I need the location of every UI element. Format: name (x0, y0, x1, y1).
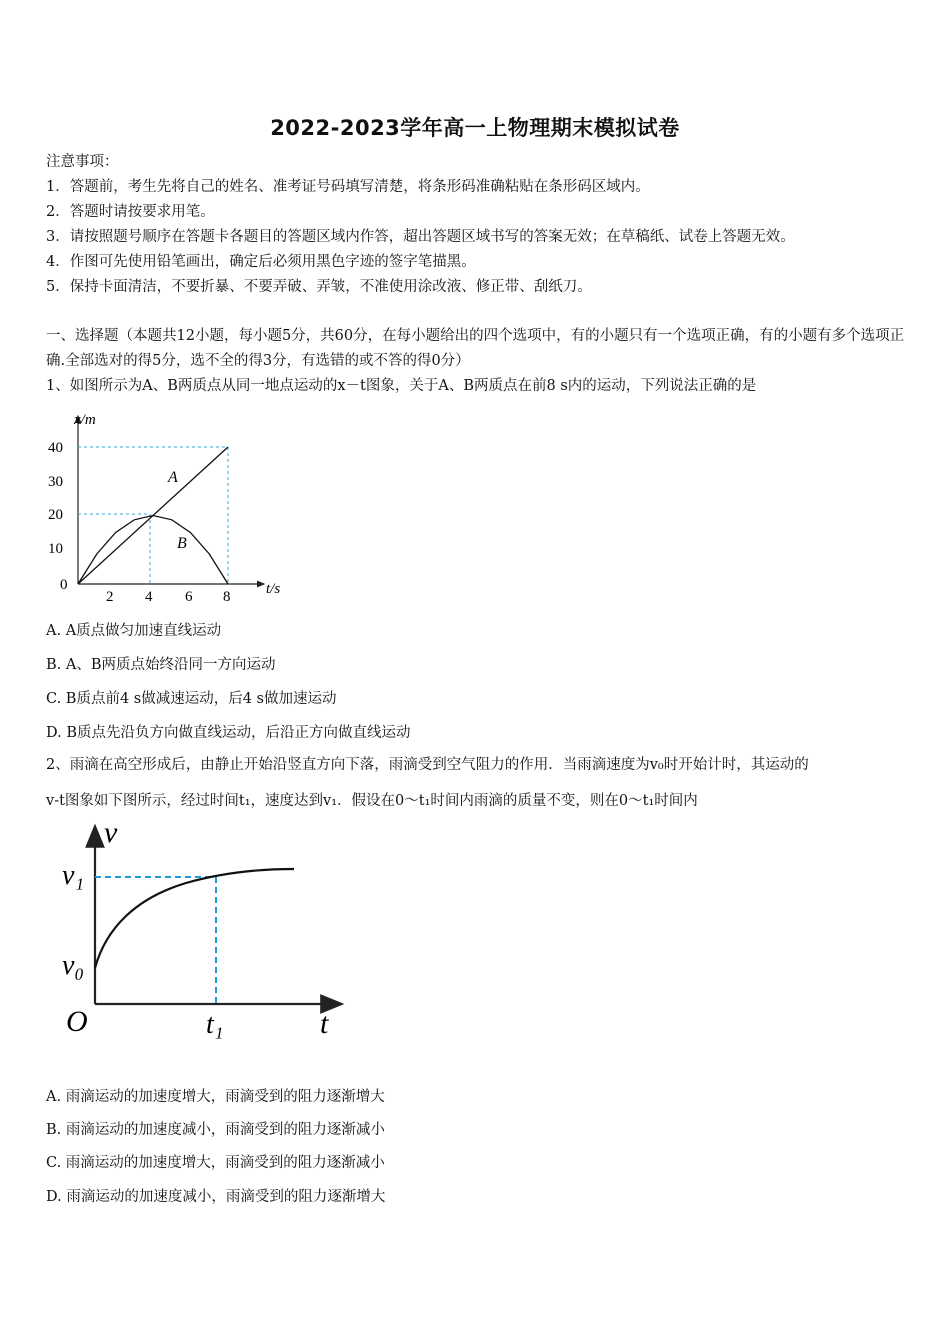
q2-x-axis-label: t (320, 1007, 329, 1040)
q2-v1-label: v₁ (62, 860, 85, 891)
q1-y-tick: 40 (48, 440, 63, 456)
q2-option-c[interactable]: C. 雨滴运动的加速度增大，雨滴受到的阻力逐渐减小 (46, 1155, 385, 1171)
q1-x-tick: 6 (185, 589, 193, 605)
notice-item: 3．请按照题号顺序在答题卡各题目的答题区域内作答，超出答题区域书写的答案无效；在草稿纸、试卷上答题无效。 (46, 229, 795, 245)
q1-y-tick: 0 (60, 577, 68, 593)
question-2-stem-line2: v-t图象如下图所示，经过时间t₁，速度达到v₁．假设在0～t₁时间内雨滴的质量不变，则在0～t₁时间内 (46, 793, 698, 809)
q1-y-tick: 20 (48, 507, 63, 523)
q1-option-c[interactable]: C. B质点前4 s做减速运动，后4 s做加速运动 (46, 691, 337, 707)
notice-item: 1．答题前，考生先将自己的姓名、准考证号码填写清楚，将条形码准确粘贴在条形码区域内。 (46, 179, 650, 195)
q1-x-tick: 4 (145, 589, 153, 605)
q1-curve-a-label: A (168, 469, 178, 486)
q2-origin-label: O (66, 1005, 88, 1038)
q1-y-tick: 30 (48, 474, 63, 490)
q2-v0-label: v₀ (62, 950, 85, 981)
notice-item: 4．作图可先使用铅笔画出，确定后必须用黑色字迹的签字笔描黑。 (46, 254, 476, 270)
question-2-stem-line1: 2、雨滴在高空形成后，由静止开始沿竖直方向下落，雨滴受到空气阻力的作用．当雨滴速度为v₀时开始计时，其运动的 (46, 757, 809, 773)
q2-y-axis-label: v (104, 818, 118, 849)
section-heading: 一、选择题（本题共12小题，每小题5分，共60分，在每小题给出的四个选项中，有的小题只有一个选项正确，有的小题有多个选项正确.全部选对的得5分，选不全的得3分，有选错的或不答的得0分） (46, 328, 905, 369)
q1-option-b[interactable]: B. A、B两质点始终沿同一方向运动 (46, 657, 276, 673)
q1-series-b-curve (78, 516, 228, 585)
notice-item: 2．答题时请按要求用笔。 (46, 204, 215, 220)
q1-curve-b-label: B (177, 535, 187, 552)
q1-option-d[interactable]: D. B质点先沿负方向做直线运动，后沿正方向做直线运动 (46, 725, 411, 741)
q1-x-tick: 8 (223, 589, 231, 605)
q1-option-a[interactable]: A. A质点做匀加速直线运动 (46, 623, 222, 639)
q2-option-b[interactable]: B. 雨滴运动的加速度减小，雨滴受到的阻力逐渐减小 (46, 1122, 385, 1138)
q2-vt-curve (95, 869, 294, 968)
q2-option-a[interactable]: A. 雨滴运动的加速度增大，雨滴受到的阻力逐渐增大 (46, 1089, 385, 1105)
q1-x-tick: 2 (106, 589, 114, 605)
notice-item: 5．保持卡面清洁，不要折暴、不要弄破、弄皱，不准使用涂改液、修正带、刮纸刀。 (46, 279, 592, 295)
q1-x-axis-label: t/s (266, 581, 281, 597)
page-title: 2022-2023学年高一上物理期末模拟试卷 (270, 116, 680, 140)
q2-option-d[interactable]: D. 雨滴运动的加速度减小，雨滴受到的阻力逐渐增大 (46, 1189, 386, 1205)
q1-xt-graph (44, 402, 304, 608)
question-1-stem: 1、如图所示为A、B两质点从同一地点运动的x－t图象，关于A、B两质点在前8 s内的运动，下列说法正确的是 (46, 378, 757, 394)
q2-t1-label: t₁ (206, 1009, 224, 1040)
notice-heading: 注意事项： (46, 154, 119, 170)
q1-y-axis-label: x/m (74, 412, 96, 428)
q1-y-tick: 10 (48, 541, 63, 557)
q2-vt-graph (56, 818, 356, 1048)
